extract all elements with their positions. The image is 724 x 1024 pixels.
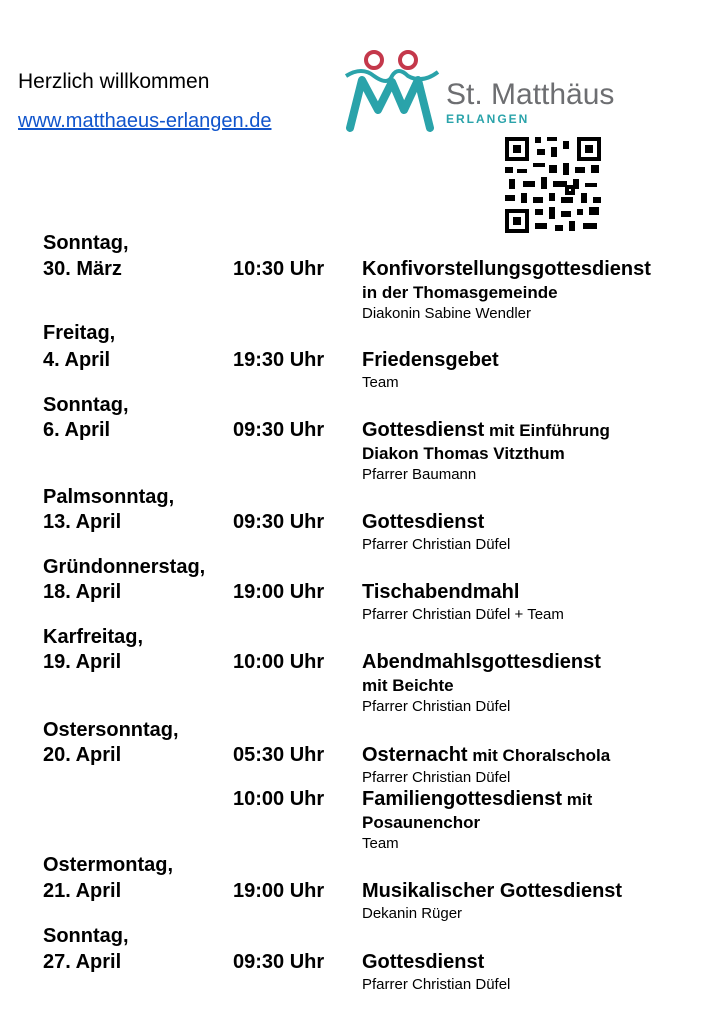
event-title-line bbox=[362, 348, 702, 373]
event-details bbox=[362, 743, 702, 788]
event-date: 20. April bbox=[43, 744, 122, 766]
event-title-line bbox=[362, 743, 702, 768]
event-title-line bbox=[362, 650, 702, 675]
event-person: Team bbox=[362, 374, 399, 391]
event-subtitle: Diakon Thomas Vitzthum bbox=[362, 444, 565, 463]
event-time: 09:30 Uhr bbox=[233, 511, 325, 533]
event-subtitle: mit Beichte bbox=[362, 676, 454, 695]
event-date: 19. April bbox=[43, 651, 122, 673]
event-title-line bbox=[362, 879, 702, 904]
event-person: Pfarrer Baumann bbox=[362, 466, 477, 483]
event-person: Pfarrer Christian Düfel bbox=[362, 976, 511, 993]
logo-city: ERLANGEN bbox=[446, 112, 530, 126]
event-title-addition: mit Choralschola bbox=[467, 746, 611, 765]
event-details bbox=[362, 787, 702, 854]
event-day: Ostersonntag, bbox=[43, 719, 179, 741]
event-time: 19:30 Uhr bbox=[233, 349, 325, 371]
event-title: Gottesdienst bbox=[362, 419, 485, 441]
event-person: Diakonin Sabine Wendler bbox=[362, 305, 531, 322]
event-time: 19:00 Uhr bbox=[233, 880, 325, 902]
event-date: 21. April bbox=[43, 880, 122, 902]
event-date: 6. April bbox=[43, 419, 111, 441]
welcome-heading: Herzlich willkommen bbox=[18, 70, 210, 93]
event-title: Friedensgebet bbox=[362, 349, 499, 371]
event-time: 10:00 Uhr bbox=[233, 788, 325, 810]
event-title-addition: mit bbox=[562, 790, 593, 809]
event-title-line bbox=[362, 257, 702, 282]
event-person: Pfarrer Christian Düfel bbox=[362, 698, 511, 715]
event-title-line bbox=[362, 510, 702, 535]
church-logo bbox=[342, 46, 642, 136]
event-details bbox=[362, 879, 702, 924]
event-time: 10:30 Uhr bbox=[233, 258, 325, 280]
event-title: Gottesdienst bbox=[362, 951, 485, 973]
event-details bbox=[362, 418, 702, 485]
event-time: 09:30 Uhr bbox=[233, 419, 325, 441]
event-day: Freitag, bbox=[43, 322, 116, 344]
event-time: 05:30 Uhr bbox=[233, 744, 325, 766]
event-details bbox=[362, 580, 702, 625]
event-title: Familiengottesdienst bbox=[362, 788, 563, 810]
event-person: Team bbox=[362, 835, 399, 852]
event-title-line bbox=[362, 580, 702, 605]
event-person: Pfarrer Christian Düfel bbox=[362, 536, 511, 553]
event-details bbox=[362, 348, 702, 393]
event-subtitle: Posaunenchor bbox=[362, 813, 481, 832]
event-title-addition: mit Einführung bbox=[484, 421, 610, 440]
logo-name: St. Matthäus bbox=[446, 78, 615, 111]
event-person: Dekanin Rüger bbox=[362, 905, 463, 922]
event-details bbox=[362, 257, 702, 324]
event-day: Ostermontag, bbox=[43, 854, 174, 876]
event-day: Sonntag, bbox=[43, 394, 129, 416]
event-date: 27. April bbox=[43, 951, 122, 973]
event-details bbox=[362, 510, 702, 555]
event-person: Pfarrer Christian Düfel bbox=[362, 769, 511, 786]
event-day: Sonntag, bbox=[43, 925, 129, 947]
qr-code-icon[interactable] bbox=[503, 135, 603, 235]
event-day: Gründonnerstag, bbox=[43, 556, 206, 578]
event-day: Sonntag, bbox=[43, 232, 129, 254]
event-title: Abendmahlsgottesdienst bbox=[362, 651, 601, 673]
event-date: 18. April bbox=[43, 581, 122, 603]
event-day: Karfreitag, bbox=[43, 626, 144, 648]
event-title: Gottesdienst bbox=[362, 511, 485, 533]
event-details bbox=[362, 950, 702, 995]
event-title: Tischabendmahl bbox=[362, 581, 520, 603]
logo-figures-icon bbox=[342, 46, 452, 136]
event-date: 13. April bbox=[43, 511, 122, 533]
event-time: 09:30 Uhr bbox=[233, 951, 325, 973]
event-person: Pfarrer Christian Düfel + Team bbox=[362, 606, 564, 623]
event-subtitle: in der Thomasgemeinde bbox=[362, 283, 558, 302]
event-time: 19:00 Uhr bbox=[233, 581, 325, 603]
website-link[interactable]: www.matthaeus-erlangen.de bbox=[18, 110, 272, 132]
event-date: 4. April bbox=[43, 349, 111, 371]
event-title: Konfivorstellungsgottesdienst bbox=[362, 258, 651, 280]
event-title-line bbox=[362, 787, 702, 812]
event-details bbox=[362, 650, 702, 717]
event-title: Musikalischer Gottesdienst bbox=[362, 880, 623, 902]
event-title-line bbox=[362, 950, 702, 975]
event-date: 30. März bbox=[43, 258, 122, 280]
event-day: Palmsonntag, bbox=[43, 486, 175, 508]
event-time: 10:00 Uhr bbox=[233, 651, 325, 673]
event-title: Osternacht bbox=[362, 744, 468, 766]
event-title-line bbox=[362, 418, 702, 443]
